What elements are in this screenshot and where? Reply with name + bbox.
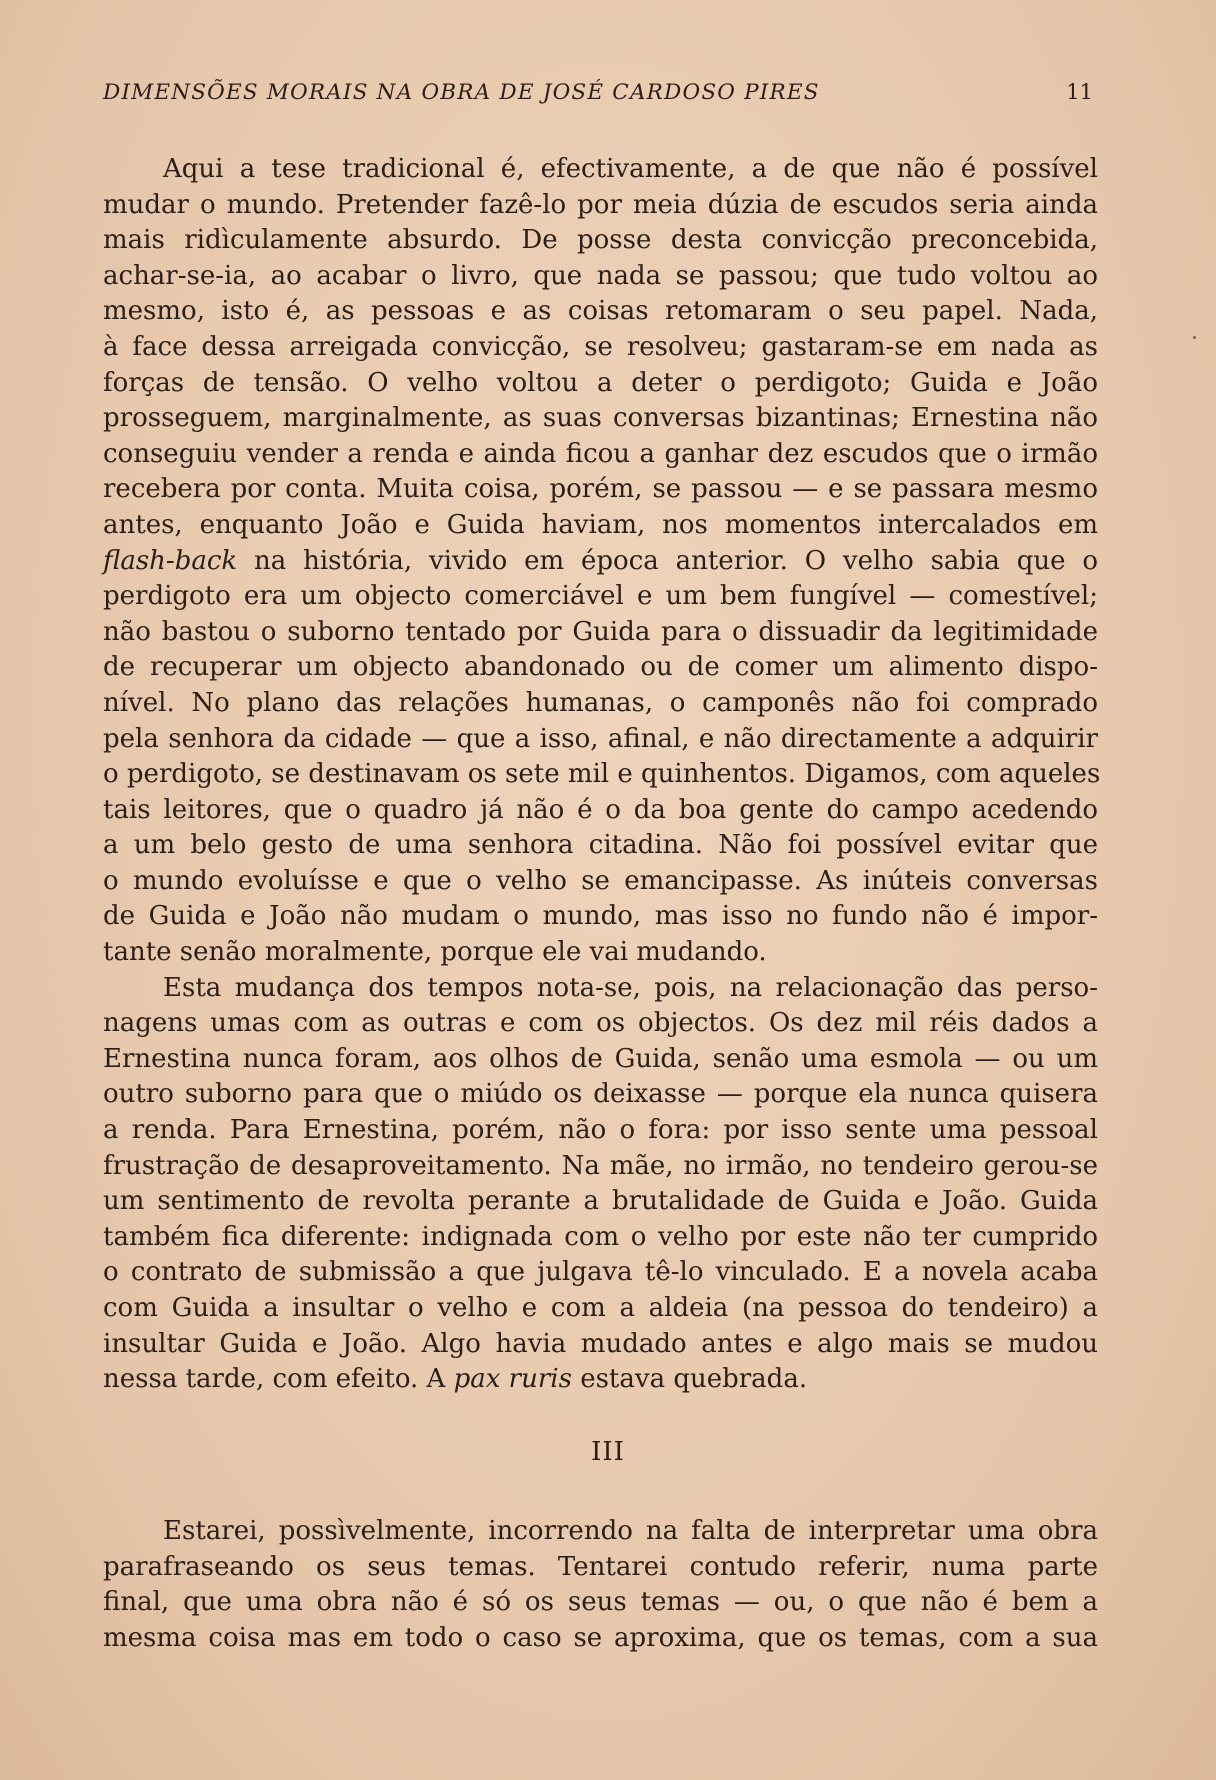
text-line: achar-se-ia, ao acabar o livro, que nada se passou; que tudo voltou ao <box>103 260 1098 291</box>
text-line: nagens umas com as outras e com os objectos. Os dez mil réis dados a <box>103 1008 1098 1039</box>
text-line: de Guida e João não mudam o mundo, mas isso no fundo não é impor- <box>103 901 1098 932</box>
text-line: frustração de desaproveitamento. Na mãe, no irmão, no tendeiro gerou-se <box>103 1150 1098 1181</box>
text-line: à face dessa arreigada convicção, se resolveu; gastaram-se em nada as <box>103 331 1098 362</box>
text-line: pela senhora da cidade — que a isso, afinal, e não directamente a adquirir <box>103 723 1098 754</box>
text-line: mesma coisa mas em todo o caso se aproxima, que os temas, com a sua <box>103 1622 1098 1653</box>
text-line: o mundo evoluísse e que o velho se emancipasse. As inúteis conversas <box>103 865 1098 896</box>
italic-term: pax ruris <box>453 1364 572 1395</box>
running-title: DIMENSÕES MORAIS NA OBRA DE JOSÉ CARDOSO PIRES <box>103 80 820 105</box>
text-line: insultar Guida e João. Algo havia mudado antes e algo mais se mudou <box>103 1328 1098 1359</box>
running-head <box>103 80 1093 110</box>
main-text-continued <box>103 1514 1098 1656</box>
text-line: de recuperar um objecto abandonado ou de comer um alimento dispo- <box>103 652 1098 683</box>
text-line: parafraseando os seus temas. Tentarei contudo referir, numa parte <box>103 1551 1098 1582</box>
text-span: estava quebrada. <box>571 1364 808 1395</box>
text-line: mesmo, isto é, as pessoas e as coisas retomaram o seu papel. Nada, <box>103 296 1098 327</box>
text-line: tante senão moralmente, porque ele vai mudando. <box>103 937 767 968</box>
text-line: com Guida a insultar o velho e com a aldeia (na pessoa do tendeiro) a <box>103 1293 1098 1323</box>
text-line: um sentimento de revolta perante a brutalidade de Guida e João. Guida <box>103 1186 1098 1217</box>
text-line: o perdigoto, se destinavam os sete mil e quinhentos. Digamos, com aqueles <box>103 759 1101 790</box>
text-line: conseguiu vender a renda e ainda ficou a ganhar dez escudos que o irmão <box>103 438 1098 469</box>
text-line: a um belo gesto de uma senhora citadina. Não foi possível evitar que <box>103 830 1098 861</box>
text-line: mais ridìculamente absurdo. De posse desta convicção preconcebida, <box>103 225 1098 256</box>
text-line: nível. No plano das relações humanas, o camponês não foi comprado <box>103 687 1098 718</box>
text-line: Estarei, possìvelmente, incorrendo na falta de interpretar uma obra <box>163 1516 1098 1546</box>
text-line: não bastou o suborno tentado por Guida para o dissuadir da legitimidade <box>103 616 1098 647</box>
text-line-with-italic <box>103 544 1098 580</box>
text-span: na história, vivido em época anterior. O velho sabia que o <box>237 545 1098 576</box>
main-text <box>103 152 1101 1398</box>
text-line: outro suborno para que o miúdo os deixasse — porque ela nunca quisera <box>103 1079 1098 1110</box>
text-line: também fica diferente: indignada com o velho por este não ter cumprido <box>103 1221 1098 1252</box>
section-heading: III <box>591 1437 625 1467</box>
text-line: perdigoto era um objecto comerciável e um bem fungível — comestível; <box>103 581 1098 612</box>
text-line: antes, enquanto João e Guida haviam, nos momentos intercalados em <box>103 509 1098 540</box>
text-line: Aqui a tese tradicional é, efectivamente, a de que não é possível <box>163 154 1098 184</box>
text-line: final, que uma obra não é só os seus temas — ou, o que não é bem a <box>103 1587 1098 1618</box>
text-line: tais leitores, que o quadro já não é o da boa gente do campo acedendo <box>103 794 1098 825</box>
text-line: o contrato de submissão a que julgava tê-lo vinculado. E a novela acaba <box>103 1257 1098 1288</box>
text-line: prosseguem, marginalmente, as suas conversas bizantinas; Ernestina não <box>103 403 1098 434</box>
text-line: recebera por conta. Muita coisa, porém, se passou — e se passara mesmo <box>103 474 1098 505</box>
text-line: Ernestina nunca foram, aos olhos de Guida, senão uma esmola — ou um <box>103 1043 1098 1074</box>
page-number: 11 <box>1066 80 1093 104</box>
text-line: a renda. Para Ernestina, porém, não o fora: por isso sente uma pessoal <box>103 1115 1098 1146</box>
text-line-with-italic <box>103 1362 1098 1398</box>
text-line: Esta mudança dos tempos nota-se, pois, na relacionação das perso- <box>163 972 1098 1003</box>
speck-mark <box>1193 336 1196 339</box>
italic-term: flash-back <box>103 545 238 576</box>
text-line: forças de tensão. O velho voltou a deter o perdigoto; Guida e João <box>103 367 1098 398</box>
text-span: nessa tarde, com efeito. A <box>103 1364 454 1395</box>
text-line: mudar o mundo. Pretender fazê-lo por meia dúzia de escudos seria ainda <box>103 189 1098 220</box>
